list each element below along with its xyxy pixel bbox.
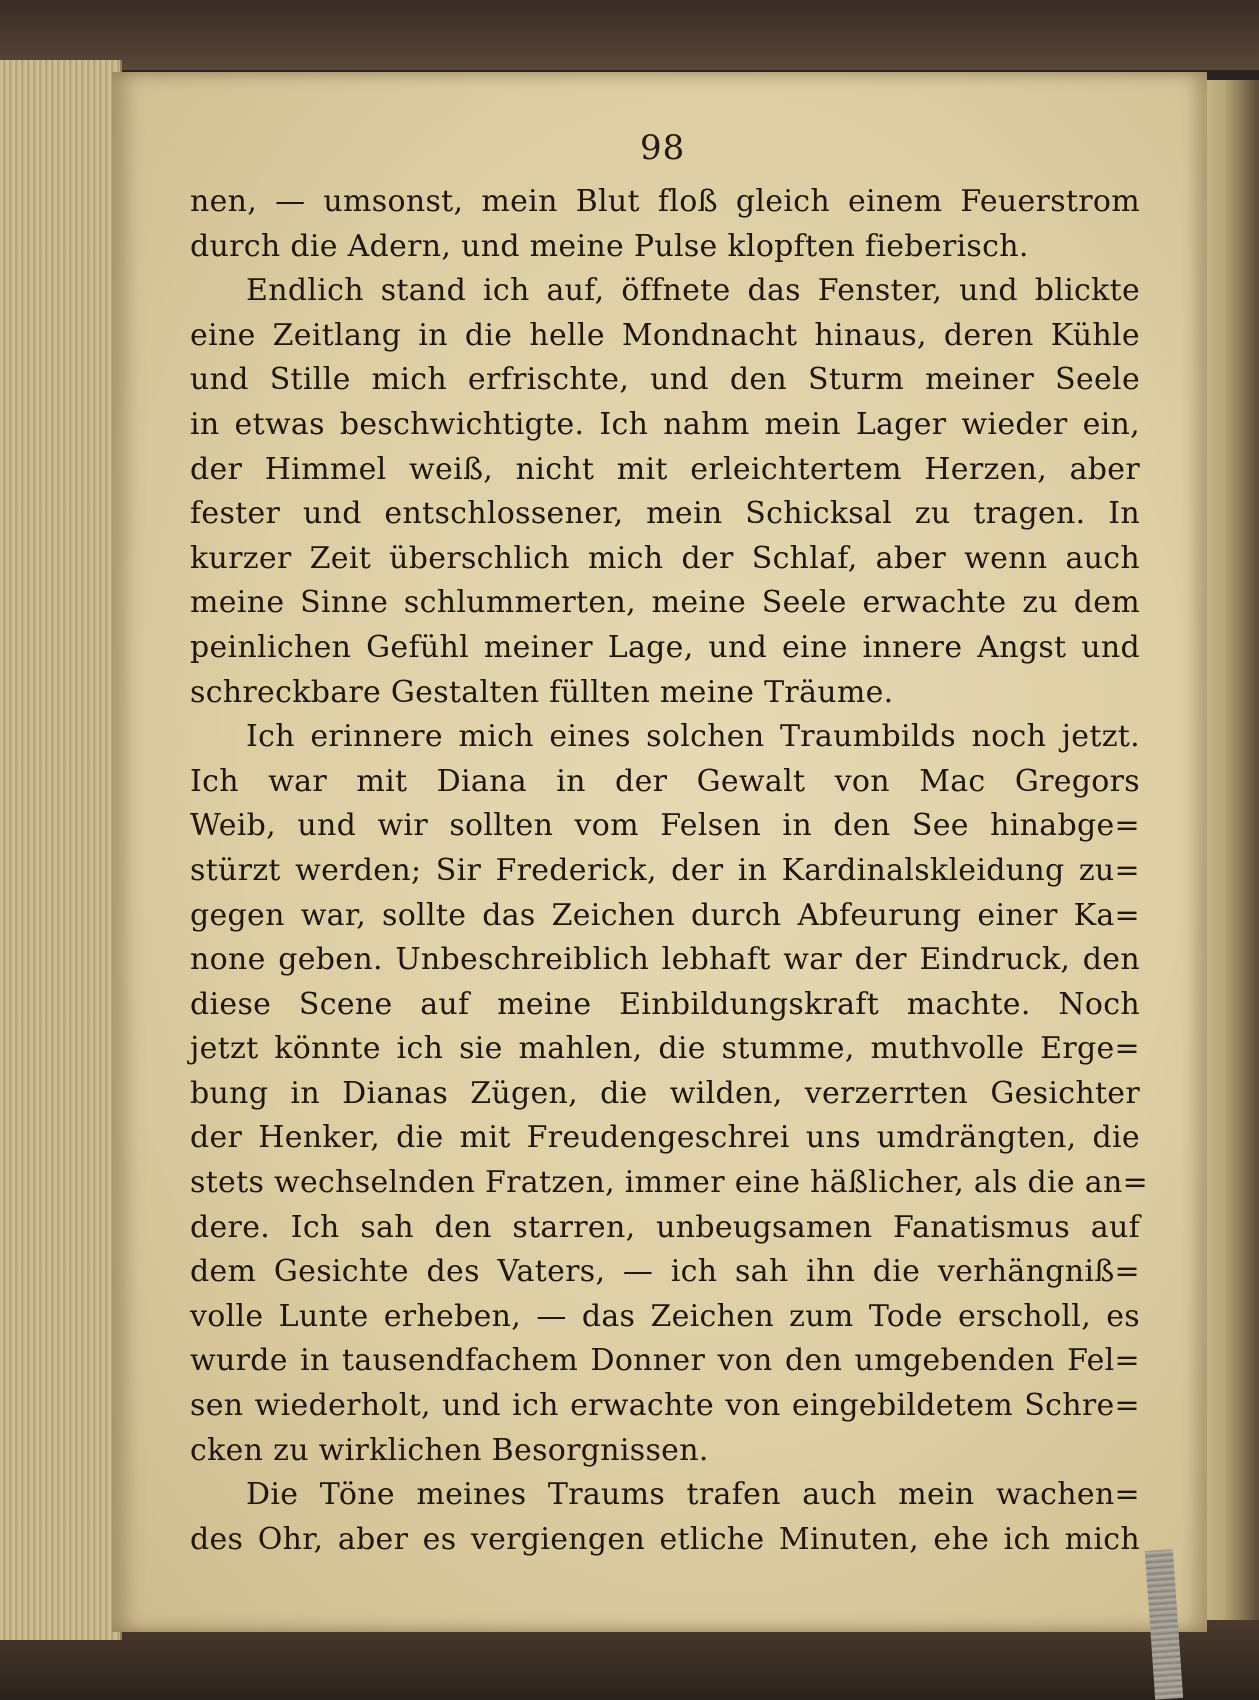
- text-line: peinlichen Gefühl meiner Lage, und eine innere Angst und: [190, 629, 1140, 665]
- text-line: stets wechselnden Fratzen, immer eine häßlicher, als die an=: [190, 1165, 1149, 1201]
- text-line: gegen war, sollte das Zeichen durch Abfeurung einer Ka=: [190, 897, 1140, 933]
- text-line: bung in Dianas Zügen, die wilden, verzerrten Gesichter: [190, 1075, 1140, 1111]
- text-line: Endlich stand ich auf, öffnete das Fenster, und blickte: [246, 273, 1140, 309]
- text-line: und Stille mich erfrischte, und den Sturm meiner Seele: [190, 362, 1140, 398]
- page-edge-right: [1200, 80, 1259, 1620]
- text-line: des Ohr, aber es vergiengen etliche Minuten, ehe ich mich: [190, 1521, 1140, 1557]
- book-cover-top: [0, 0, 1259, 70]
- page-number: 98: [640, 128, 686, 168]
- text-line: jetzt könnte ich sie mahlen, die stumme, muthvolle Erge=: [190, 1031, 1140, 1067]
- text-line: Ich war mit Diana in der Gewalt von Mac Gregors: [190, 763, 1140, 799]
- text-line: wurde in tausendfachem Donner von den umgebenden Fel=: [190, 1343, 1140, 1379]
- text-line: stürzt werden; Sir Frederick, der in Kardinalskleidung zu=: [190, 852, 1140, 888]
- text-line: schreckbare Gestalten füllten meine Träume.: [190, 674, 894, 710]
- text-line: sen wiederholt, und ich erwachte von eingebildetem Schre=: [190, 1388, 1140, 1424]
- text-line: der Henker, die mit Freudengeschrei uns umdrängten, die: [190, 1120, 1140, 1156]
- page-edges-left: [0, 60, 122, 1640]
- text-line: der Himmel weiß, nicht mit erleichtertem Herzen, aber: [190, 451, 1140, 487]
- text-line: fester und entschlossener, mein Schicksal zu tragen. In: [190, 496, 1140, 532]
- text-line: eine Zeitlang in die helle Mondnacht hinaus, deren Kühle: [190, 317, 1140, 353]
- text-line: Ich erinnere mich eines solchen Traumbilds noch jetzt.: [246, 719, 1140, 755]
- text-line: nen, — umsonst, mein Blut floß gleich einem Feuerstrom: [190, 184, 1140, 219]
- text-line: Weib, und wir sollten vom Felsen in den See hinabge=: [190, 808, 1140, 844]
- text-line: cken zu wirklichen Besorgnissen.: [190, 1432, 709, 1468]
- page-text: [190, 180, 1149, 1562]
- text-line: meine Sinne schlummerten, meine Seele erwachte zu dem: [190, 585, 1140, 621]
- text-line: in etwas beschwichtigte. Ich nahm mein Lager wieder ein,: [190, 406, 1140, 442]
- text-line: diese Scene auf meine Einbildungskraft machte. Noch: [190, 986, 1140, 1022]
- text-line: Die Töne meines Traums trafen auch mein wachen=: [246, 1477, 1140, 1513]
- text-line: durch die Adern, und meine Pulse klopften fieberisch.: [190, 228, 1029, 264]
- text-line: volle Lunte erheben, — das Zeichen zum Tode erscholl, es: [190, 1298, 1140, 1334]
- text-line: none geben. Unbeschreiblich lebhaft war der Eindruck, den: [190, 942, 1140, 978]
- text-line: dem Gesichte des Vaters, — ich sah ihn die verhängniß=: [190, 1254, 1140, 1290]
- text-line: dere. Ich sah den starren, unbeugsamen Fanatismus auf: [190, 1209, 1140, 1245]
- text-line: kurzer Zeit überschlich mich der Schlaf, aber wenn auch: [190, 540, 1140, 576]
